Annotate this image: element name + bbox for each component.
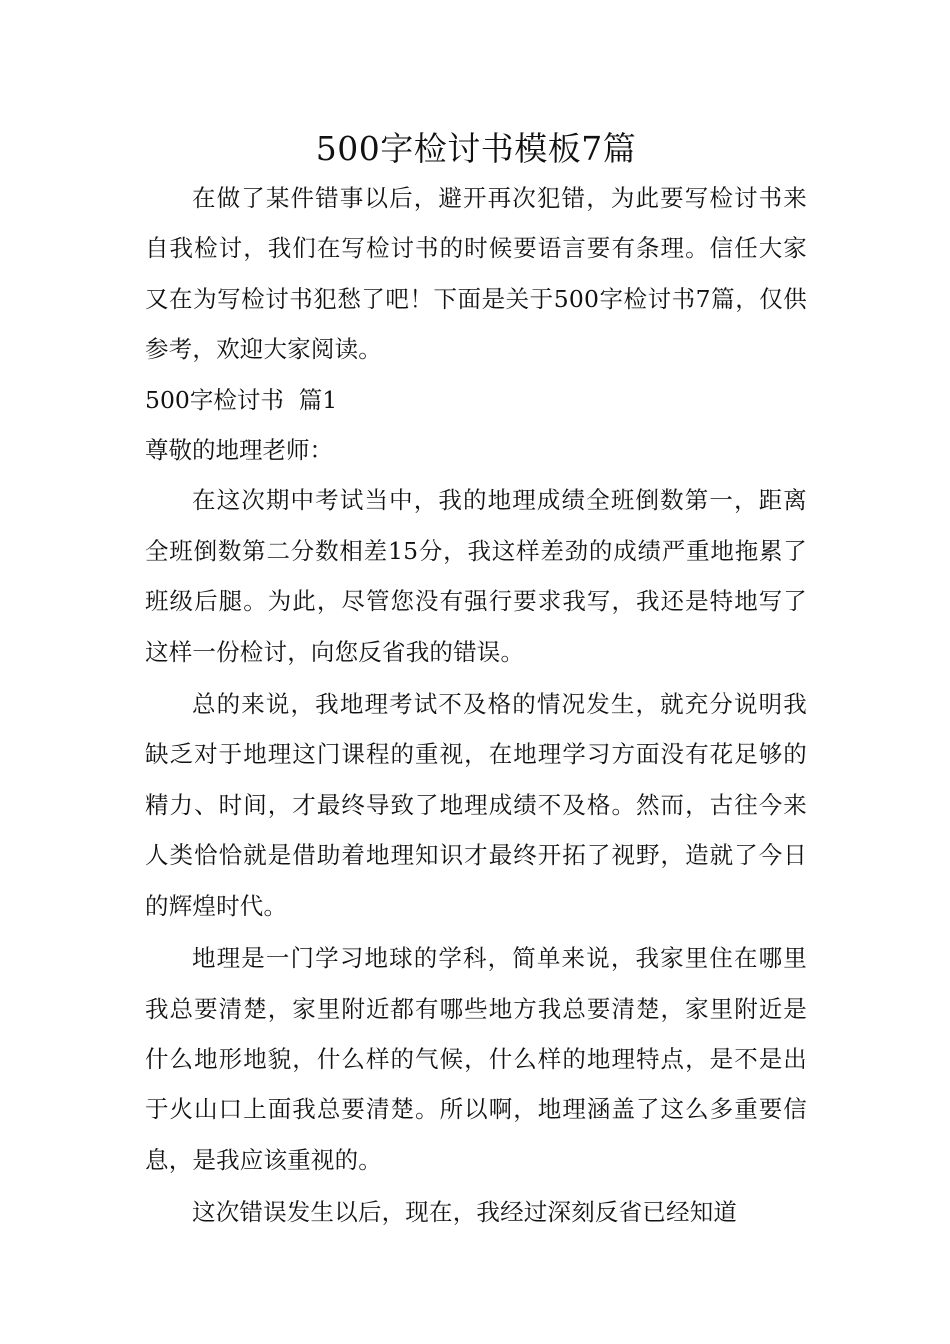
letter-greeting: 尊敬的地理老师： <box>145 436 333 465</box>
body-paragraph-4: 这次错误发生以后，现在，我经过深刻反省已经知道 <box>192 1198 738 1227</box>
body-paragraph-1: 在这次期中考试当中，我的地理成绩全班倒数第一，距离全班倒数第二分数相差15分，我这样差劲的成绩严重地拖累了班级后腿。为此，尽管您没有强行要求我写，我还是特地写了这样一份检讨，向您反省我的错误。 <box>145 486 807 666</box>
body-paragraph-3: 地理是一门学习地球的学科，简单来说，我家里住在哪里我总要清楚，家里附近都有哪些地方我总要清楚，家里附近是什么地形地貌，什么样的气候，什么样的地理特点，是不是出于火山口上面我总要清楚。所以啊，地理涵盖了这么多重要信息，是我应该重视的。 <box>145 944 807 1174</box>
body-paragraph-2: 总的来说，我地理考试不及格的情况发生，就充分说明我缺乏对于地理这门课程的重视，在地理学习方面没有花足够的精力、时间，才最终导致了地理成绩不及格。然而，古往今来人类恰恰就是借助着地理知识才最终开拓了视野，造就了今日的辉煌时代。 <box>145 690 807 920</box>
document-body <box>145 118 807 1238</box>
section-heading: 500字检讨书 篇1 <box>145 385 338 414</box>
intro-paragraph: 在做了某件错事以后，避开再次犯错，为此要写检讨书来自我检讨，我们在写检讨书的时候要语言要有条理。信任大家又在为写检讨书犯愁了吧！下面是关于500字检讨书7篇，仅供参考，欢迎大家阅读。 <box>145 184 807 364</box>
document-title: 500字检讨书模板7篇 <box>315 129 637 168</box>
